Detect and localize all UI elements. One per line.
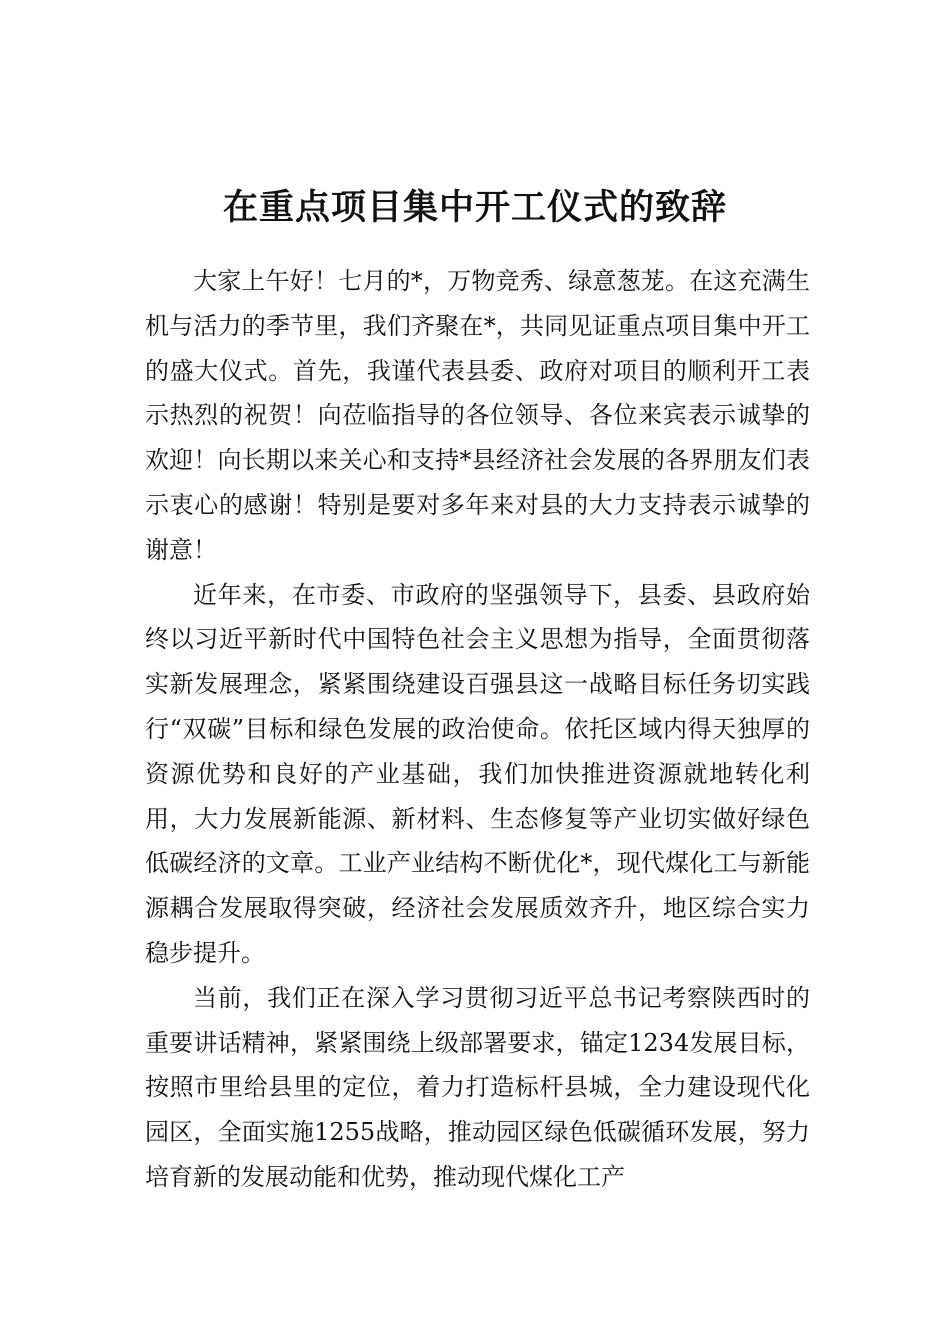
paragraph-recent-years: 近年来，在市委、市政府的坚强领导下，县委、县政府始终以习近平新时代中国特色社会主义思想为指导，全面贯彻落实新发展理念，紧紧围绕建设百强县这一战略目标任务切实践行“双碳”目标和绿色发展的政治使命。依托区域内得天独厚的资源优势和良好的产业基础，我们加快推进资源就地转化利用，大力发展新能源、新材料、生态修复等产业切实做好绿色低碳经济的文章。工业产业结构不断优化*，现代煤化工与新能源耦合发展取得突破，经济社会发展质效齐升，地区综合实力稳步提升。 [145, 580, 810, 967]
paragraph-greeting: 大家上午好！七月的*，万物竞秀、绿意葱茏。在这充满生机与活力的季节里，我们齐聚在*，共同见证重点项目集中开工的盛大仪式。首先，我谨代表县委、政府对项目的顺利开工表示热烈的祝贺！向莅临指导的各位领导、各位来宾表示诚挚的欢迎！向长期以来关心和支持*县经济社会发展的各界朋友们表示衷心的感谢！特别是要对多年来对县的大力支持表示诚挚的谢意！ [145, 267, 810, 564]
paragraph-current: 当前，我们正在深入学习贯彻习近平总书记考察陕西时的重要讲话精神，紧紧围绕上级部署要求，锚定1234发展目标，按照市里给县里的定位，着力打造标杆县城，全力建设现代化园区，全面实施1255战略，推动园区绿色低碳循环发展，努力培育新的发展动能和优势，推动现代煤化工产 [145, 983, 810, 1191]
document-title: 在重点项目集中开工仪式的致辞 [222, 187, 727, 229]
document-body [145, 259, 810, 1200]
